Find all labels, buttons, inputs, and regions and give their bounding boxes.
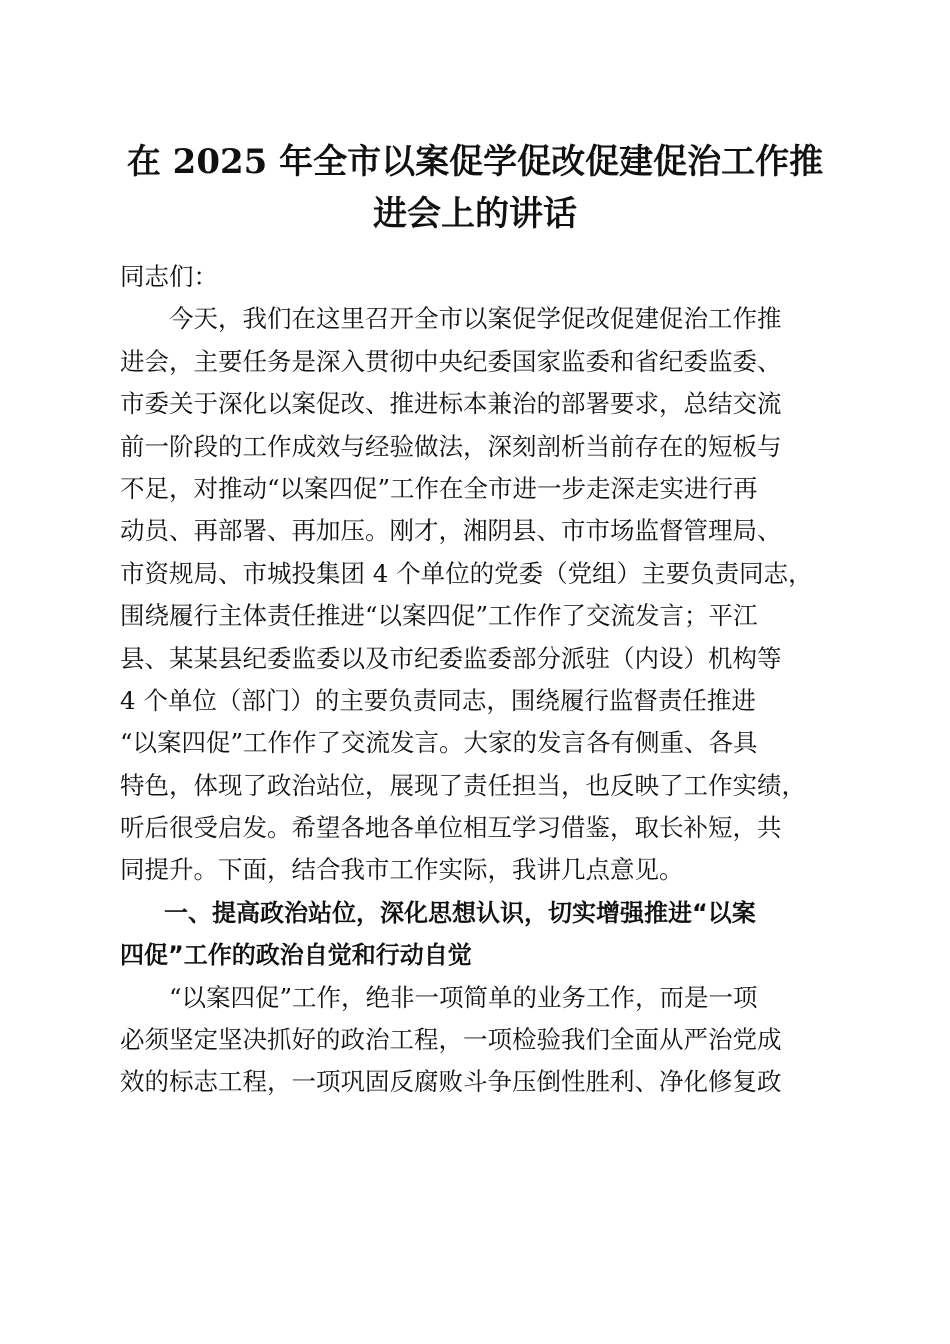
- heading-line: 一、提高政治站位，深化思想认识，切实增强推进“以案: [164, 898, 756, 927]
- paragraph-line: 市委关于深化以案促改、推进标本兼治的部署要求，总结交流: [120, 389, 782, 419]
- heading-line: 四促”工作的政治自觉和行动自觉: [120, 941, 472, 970]
- document-title: [110, 136, 840, 240]
- title-line-2: 进会上的讲话: [373, 194, 577, 234]
- title-line-1: 在 2025 年全市以案促学促改促建促治工作推: [126, 142, 824, 182]
- paragraph-line: 不足，对推动“以案四促”工作在全市进一步走深走实进行再: [120, 473, 758, 503]
- paragraph-line: 围绕履行主体责任推进“以案四促”工作作了交流发言；平江: [120, 601, 758, 631]
- paragraph-line: “以案四促”工作，绝非一项简单的业务工作，而是一项: [169, 982, 758, 1012]
- paragraph-opening: [120, 298, 835, 891]
- paragraph-line: 听后很受启发。希望各地各单位相互学习借鉴，取长补短，共: [120, 813, 782, 843]
- paragraph-section-1: [120, 977, 835, 1104]
- paragraph-line: 市资规局、市城投集团 4 个单位的党委（党组）主要负责同志，: [120, 558, 813, 588]
- paragraph-line: 必须坚定坚决抓好的政治工程，一项检验我们全面从严治党成: [120, 1025, 782, 1055]
- salutation: 同志们：: [120, 262, 218, 291]
- paragraph-line: 进会，主要任务是深入贯彻中央纪委国家监委和省纪委监委、: [120, 346, 782, 376]
- document-body: [120, 256, 835, 1104]
- paragraph-line: 4 个单位（部门）的主要负责同志，围绕履行监督责任推进: [120, 685, 756, 715]
- paragraph-line: 同提升。下面，结合我市工作实际，我讲几点意见。: [120, 855, 684, 885]
- section-heading-1: [120, 892, 835, 977]
- paragraph-line: 前一阶段的工作成效与经验做法，深刻剖析当前存在的短板与: [120, 431, 782, 461]
- paragraph-line: 动员、再部署、再加压。刚才，湘阴县、市市场监督管理局、: [120, 516, 782, 546]
- paragraph-line: 今天，我们在这里召开全市以案促学促改促建促治工作推: [169, 304, 782, 334]
- paragraph-line: 效的标志工程，一项巩固反腐败斗争压倒性胜利、净化修复政: [120, 1067, 782, 1097]
- paragraph-line: 县、某某县纪委监委以及市纪委监委部分派驻（内设）机构等: [120, 643, 782, 673]
- paragraph-line: “以案四促”工作作了交流发言。大家的发言各有侧重、各具: [120, 728, 758, 758]
- paragraph-line: 特色，体现了政治站位，展现了责任担当，也反映了工作实绩，: [120, 770, 806, 800]
